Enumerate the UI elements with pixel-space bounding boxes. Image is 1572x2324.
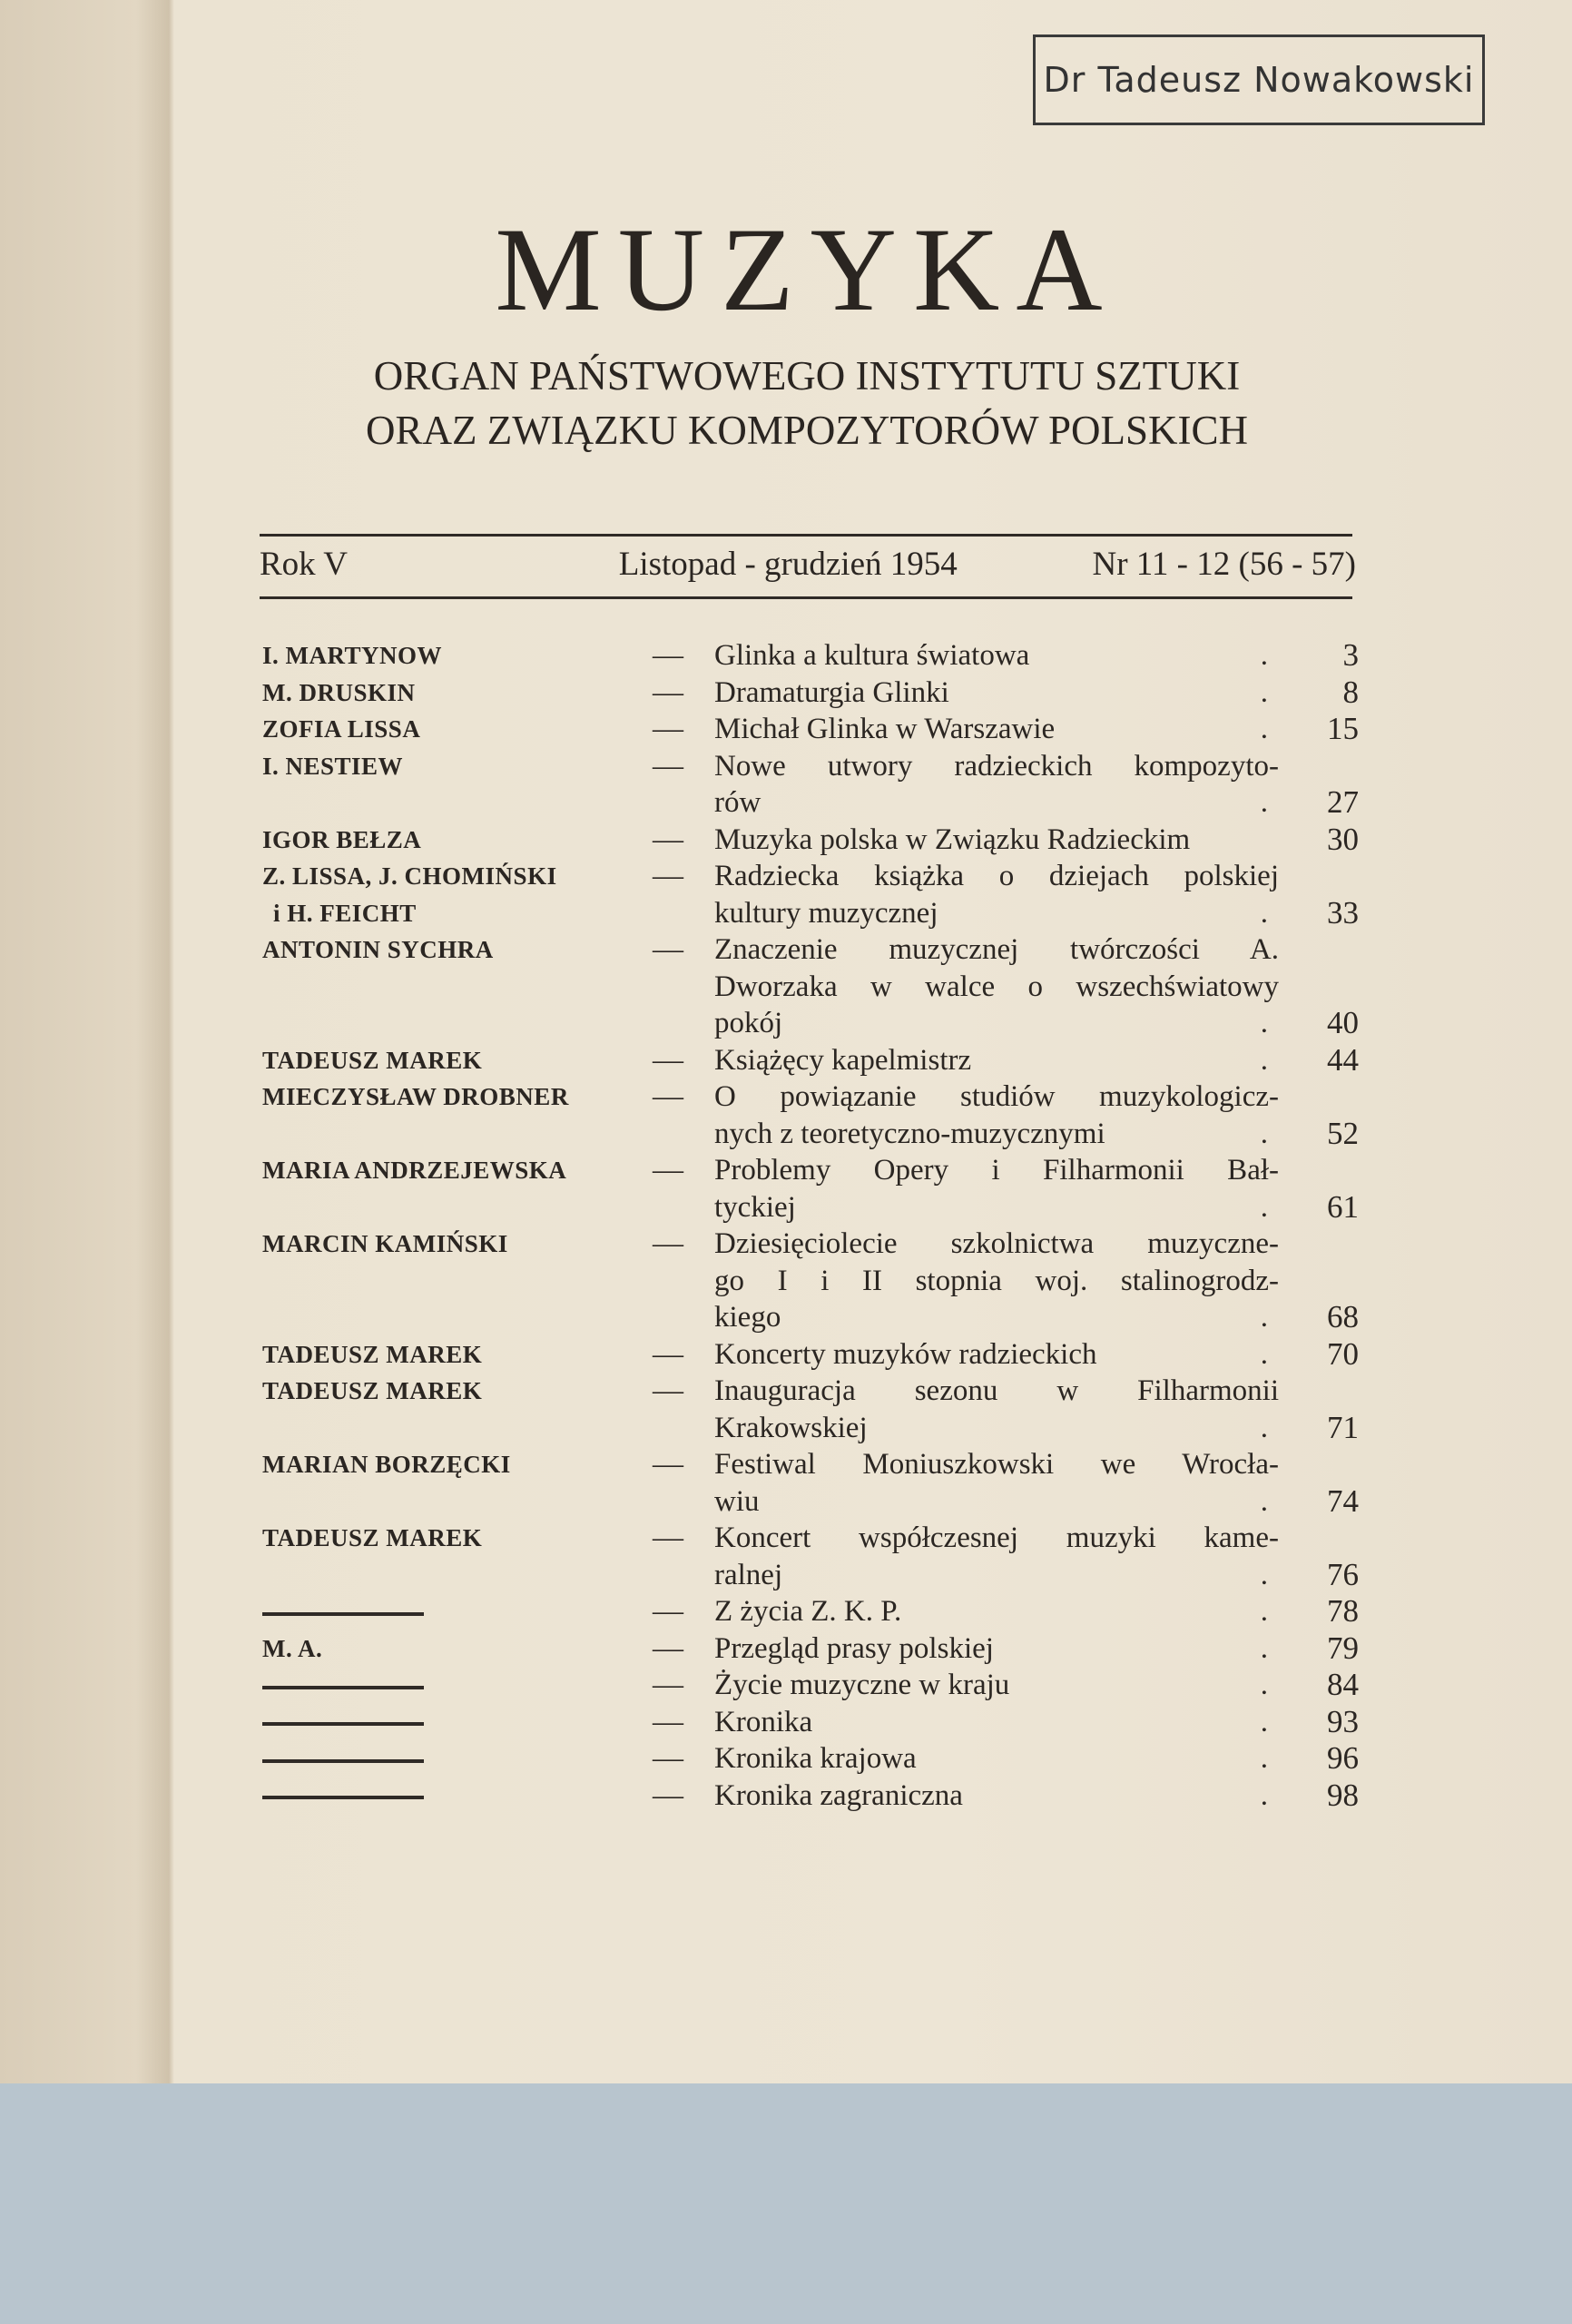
author-line: I. NESTIEW [262,752,404,780]
dash-separator: — [653,932,683,966]
dot-leader: . [1260,1595,1279,1628]
toc-entry [262,1078,1359,1152]
title-text: nych z teoretyczno-muzycznymi [714,1117,1105,1150]
title-line [714,1557,1279,1594]
title-line [714,1116,1279,1153]
dash-separator: — [653,1668,683,1701]
dash-separator: — [653,1336,683,1371]
entry-author [262,637,653,675]
title-text: Muzyka polska w Związku Radzieckim [714,822,1191,856]
toc-entry [262,1446,1359,1520]
entry-title [714,1373,1279,1446]
entry-title [714,1593,1279,1630]
dot-leader: . [1260,675,1279,709]
entry-author [262,822,653,859]
title-line [714,1593,1279,1630]
title-line [714,675,1279,712]
entry-title [714,1152,1279,1226]
title-text: Dworzaka w walce o wszechświatowy [714,970,1279,1003]
title-line [714,1777,1279,1815]
title-text: Glinka a kultura światowa [714,639,1030,672]
title-line [714,784,1279,822]
entry-title [714,822,1279,859]
page-number: 70 [1327,1335,1359,1372]
toc-entry [262,1152,1359,1226]
dot-leader: . [1260,1778,1279,1812]
entry-author [262,675,653,712]
entry-title [714,1667,1279,1704]
toc-entry [262,822,1359,859]
title-line [714,1226,1279,1263]
issue-year: Rok V [260,546,348,583]
author-line: TADEUSZ MAREK [262,1524,483,1551]
page-number: 3 [1342,637,1359,673]
entry-author [262,1373,653,1446]
title-line [714,1446,1279,1483]
dot-leader: . [1260,1007,1279,1039]
title-line [714,931,1279,969]
title-text: O powiązanie studiów muzykologicz- [714,1080,1279,1113]
dash-separator: — [653,1777,683,1812]
issue-header [260,545,1356,584]
entry-author [262,1593,653,1630]
dash-separator: — [653,712,683,745]
author-line: MARIA ANDRZEJEWSKA [262,1157,567,1184]
title-line [714,1189,1279,1226]
entry-title [714,1777,1279,1815]
title-text: Z życia Z. K. P. [714,1595,902,1628]
entry-title [714,1446,1279,1520]
title-text: kultury muzycznej [714,896,938,930]
title-line [714,1410,1279,1447]
author-line: MARCIN KAMIŃSKI [262,1230,508,1257]
journal-title: MUZYKA [495,202,1119,336]
dash-separator: — [653,748,683,783]
dash-separator: — [653,1153,683,1187]
issue-date: Listopad - grudzień 1954 [618,546,958,583]
title-text: Nowe utwory radzieckich kompozyto- [714,749,1279,783]
title-text: go I i II stopnia woj. stalinogrodz- [714,1264,1279,1297]
dot-leader: . [1260,1301,1279,1334]
entry-author [262,1446,653,1520]
toc-entry [262,1777,1359,1815]
dash-separator: — [653,1447,683,1481]
author-line: TADEUSZ MAREK [262,1340,483,1368]
author-line: M. A. [262,1634,323,1662]
owner-stamp: Dr Tadeusz Nowakowski [1033,34,1485,125]
dash-separator: — [653,1226,683,1260]
subtitle-line-2: ORAZ ZWIĄZKU KOMPOZYTORÓW POLSKICH [365,408,1249,453]
title-line [714,1630,1279,1668]
title-text: Inauguracja sezonu w Filharmonii [714,1374,1279,1407]
title-text: Kronika zagraniczna [714,1778,963,1812]
page-number: 27 [1327,784,1359,820]
entry-author [262,1630,653,1668]
page-number: 40 [1327,1005,1359,1040]
title-line [714,1005,1279,1042]
title-text: Koncert współczesnej muzyki kame- [714,1521,1279,1554]
dash-separator: — [653,1374,683,1407]
title-line [714,1373,1279,1410]
dash-separator: — [653,675,683,709]
dot-leader: . [1260,1631,1279,1665]
title-line [714,1520,1279,1557]
entry-title [714,1078,1279,1152]
dot-leader: . [1260,713,1279,745]
blank-author-line [262,1612,424,1616]
table-of-contents [262,637,1359,1814]
author-line: MARIAN BORZĘCKI [262,1451,511,1478]
page-number: 98 [1327,1777,1359,1813]
title-text: Dramaturgia Glinki [714,675,949,709]
entry-author [262,1704,653,1741]
entry-author [262,1667,653,1704]
dash-separator: — [653,638,683,672]
entry-title [714,1336,1279,1374]
toc-entry [262,1520,1359,1593]
page-number: 61 [1327,1188,1359,1225]
title-text: kiego [714,1301,781,1334]
entry-author [262,858,653,931]
page-number: 79 [1327,1630,1359,1666]
title-line [714,711,1279,748]
page-number: 68 [1327,1299,1359,1334]
dot-leader: . [1260,896,1279,930]
page-number: 71 [1327,1409,1359,1445]
author-line: M. DRUSKIN [262,678,416,706]
page-number: 96 [1327,1740,1359,1776]
title-line [714,1299,1279,1336]
entry-author [262,1226,653,1336]
dot-leader: . [1260,1484,1279,1518]
dot-leader: . [1260,639,1279,672]
dash-separator: — [653,822,683,856]
entry-title [714,1226,1279,1336]
entry-title [714,1704,1279,1741]
title-text: Koncerty muzyków radzieckich [714,1337,1097,1371]
author-line: ANTONIN SYCHRA [262,936,494,963]
dash-separator: — [653,1521,683,1554]
entry-author [262,931,653,1042]
toc-entry [262,711,1359,748]
toc-entry [262,637,1359,675]
dot-leader: . [1260,1337,1279,1371]
toc-entry [262,858,1359,931]
page-number: 78 [1327,1593,1359,1629]
entry-title [714,748,1279,822]
blank-author-line [262,1759,424,1763]
dot-leader: . [1260,1669,1279,1701]
entry-title [714,931,1279,1042]
toc-entry [262,1042,1359,1079]
entry-title [714,711,1279,748]
toc-entry [262,1704,1359,1741]
bottom-rule [260,596,1352,599]
title-text: pokój [714,1007,783,1039]
toc-entry [262,1593,1359,1630]
title-text: ralnej [714,1558,783,1591]
toc-entry [262,1667,1359,1704]
blank-author-line [262,1796,424,1799]
dot-leader: . [1260,1117,1279,1150]
toc-entry [262,1226,1359,1336]
title-text: Znaczenie muzycznej twórczości A. [714,933,1279,966]
author-line: TADEUSZ MAREK [262,1046,483,1074]
entry-author [262,748,653,822]
title-text: rów [714,786,761,819]
author-line: TADEUSZ MAREK [262,1377,483,1404]
entry-author [262,1078,653,1152]
title-line [714,1704,1279,1741]
page-number: 74 [1327,1482,1359,1519]
toc-entry [262,1336,1359,1374]
entry-author [262,1520,653,1593]
dot-leader: . [1260,1705,1279,1738]
title-line [714,822,1279,859]
entry-title [714,1630,1279,1668]
title-text: Problemy Opery i Filharmonii Bał- [714,1154,1279,1187]
dash-separator: — [653,1704,683,1738]
author-line: i H. FEICHT [273,899,417,927]
dot-leader: . [1260,786,1279,819]
entry-title [714,1740,1279,1777]
entry-author [262,1740,653,1777]
toc-entry [262,1740,1359,1777]
subtitle-line-1: ORGAN PAŃSTWOWEGO INSTYTUTU SZTUKI [373,353,1241,399]
entry-author [262,1336,653,1374]
dot-leader: . [1260,1558,1279,1591]
title-line [714,1740,1279,1777]
title-line [714,1263,1279,1300]
title-line [714,637,1279,675]
page-number: 93 [1327,1703,1359,1739]
dash-separator: — [653,1042,683,1077]
issue-number: Nr 11 - 12 (56 - 57) [1092,546,1356,583]
blank-author-line [262,1722,424,1726]
dot-leader: . [1260,1411,1279,1444]
dot-leader: . [1260,1190,1279,1224]
toc-entry [262,931,1359,1042]
title-line [714,1042,1279,1079]
entry-title [714,1042,1279,1079]
toc-entry [262,1630,1359,1668]
author-line: MIECZYSŁAW DROBNER [262,1083,569,1110]
author-line: IGOR BEŁZA [262,825,422,853]
author-line: ZOFIA LISSA [262,715,421,743]
title-line [714,969,1279,1006]
title-text: Kronika krajowa [714,1742,917,1775]
dash-separator: — [653,1594,683,1628]
title-text: wiu [714,1484,760,1518]
title-text: Krakowskiej [714,1411,868,1444]
author-line: I. MARTYNOW [262,642,443,669]
title-text: Życie muzyczne w kraju [714,1669,1010,1701]
top-rule [260,534,1352,537]
title-text: tyckiej [714,1190,796,1224]
page-number: 30 [1327,821,1359,857]
dash-separator: — [653,859,683,892]
dot-leader: . [1260,1742,1279,1775]
page-number: 33 [1327,894,1359,931]
entry-author [262,1777,653,1815]
entry-title [714,637,1279,675]
blank-author-line [262,1686,424,1689]
toc-entry [262,675,1359,712]
title-line [714,1152,1279,1189]
title-text: Radziecka książka o dziejach polskiej [714,860,1279,892]
entry-title [714,675,1279,712]
title-text: Kronika [714,1705,813,1738]
dash-separator: — [653,1630,683,1665]
title-line [714,858,1279,895]
title-text: Książęcy kapelmistrz [714,1043,972,1077]
page-number: 8 [1342,674,1359,710]
title-text: Przegląd prasy polskiej [714,1631,994,1665]
entry-author [262,711,653,748]
entry-author [262,1042,653,1079]
page-number: 52 [1327,1115,1359,1151]
toc-entry [262,748,1359,822]
title-line [714,748,1279,785]
title-text: Michał Glinka w Warszawie [714,713,1056,745]
page-number: 76 [1327,1556,1359,1592]
dash-separator: — [653,1079,683,1113]
title-text: Festiwal Moniuszkowski we Wrocła- [714,1448,1279,1481]
page-number: 44 [1327,1041,1359,1078]
page-number: 84 [1327,1667,1359,1702]
title-text: Dziesięciolecie szkolnictwa muzyczne- [714,1227,1279,1260]
author-line: Z. LISSA, J. CHOMIŃSKI [262,862,557,890]
title-line [714,1336,1279,1374]
page-number: 15 [1327,711,1359,746]
dot-leader: . [1260,1043,1279,1077]
entry-title [714,858,1279,931]
dash-separator: — [653,1741,683,1775]
title-line [714,1078,1279,1116]
entry-title [714,1520,1279,1593]
title-line [714,895,1279,932]
title-line [714,1667,1279,1704]
entry-author [262,1152,653,1226]
toc-entry [262,1373,1359,1446]
title-line [714,1483,1279,1521]
